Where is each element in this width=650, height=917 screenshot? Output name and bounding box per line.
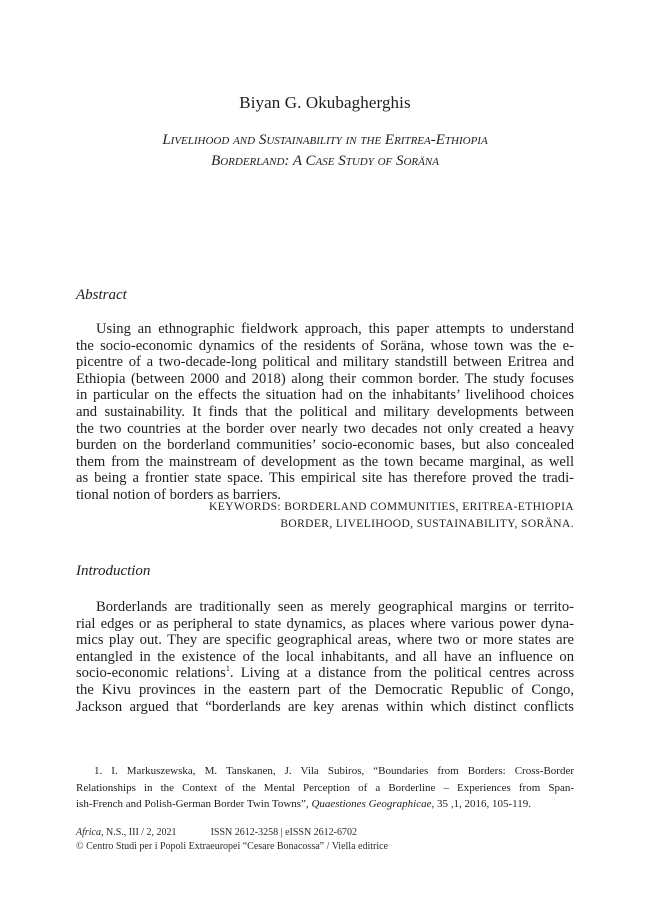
author-name: Biyan G. Okubagherghis bbox=[239, 93, 411, 112]
intro-line: rial edges or as peripheral to state dynamics, as places where various power dyna- bbox=[76, 615, 574, 632]
abstract-line: burden on the borderland communities’ socio-economic bases, but also concealed bbox=[76, 437, 574, 454]
abstract-body bbox=[76, 321, 574, 504]
intro-line bbox=[76, 665, 574, 682]
footnote-marker: 1 bbox=[225, 664, 230, 674]
abstract-line: Ethiopia (between 2000 and 2018) along their common border. The study focuses bbox=[76, 370, 574, 387]
intro-line: Jackson argued that “borderlands are key arenas within which distinct conflicts bbox=[76, 698, 574, 715]
title-line: Livelihood and Sustainability in the Eritrea-Ethiopia bbox=[162, 132, 488, 148]
introduction-heading: Introduction bbox=[76, 563, 151, 579]
footnote-journal: Quaestiones Geographicae bbox=[311, 798, 432, 810]
abstract-line: Using an ethnographic fieldwork approach, this paper attempts to understand bbox=[96, 321, 574, 337]
intro-line: Borderlands are traditionally seen as merely geographical margins or territo- bbox=[96, 599, 574, 615]
intro-line: mics play out. They are specific geographical areas, where two or more states are bbox=[76, 632, 574, 649]
keywords bbox=[209, 499, 574, 533]
keywords-line: BORDER, LIVELIHOOD, SUSTAINABILITY, SORÄNA. bbox=[280, 518, 574, 530]
footer-journal: Africa bbox=[76, 827, 101, 838]
intro-line: the Kivu provinces in the eastern part of the Democratic Republic of Congo, bbox=[76, 681, 574, 698]
footer-line bbox=[76, 826, 388, 840]
abstract-line: picentre of a two-decade-long political and military standstill between Eritrea and bbox=[76, 354, 574, 371]
abstract-line: the two countries at the border over nearly two decades not only created a heavy bbox=[76, 420, 574, 437]
footnote-line: Relationships in the Context of the Mental Perception of a Borderline – Experiences from Span- bbox=[76, 781, 574, 794]
keywords-line: KEYWORDS: BORDERLAND COMMUNITIES, ERITREA-ETHIOPIA bbox=[209, 501, 574, 513]
abstract-line: the socio-economic dynamics of the residents of Soräna, whose town was the e- bbox=[76, 337, 574, 354]
footnote-text: ish-French and Polish-German Border Twin Towns”, bbox=[76, 798, 312, 810]
page-footer bbox=[76, 826, 388, 854]
intro-line: entangled in the existence of the local inhabitants, and all have an influence on bbox=[76, 648, 574, 665]
footer-issue: , N.S., III / 2, 2021 bbox=[101, 827, 177, 838]
introduction-body bbox=[76, 599, 574, 715]
abstract-line: tional notion of borders as barriers. bbox=[76, 486, 282, 503]
footnote-line: 1. I. Markuszewska, M. Tanskanen, J. Vila Subiros, “Boundaries from Borders: Cross-Border bbox=[94, 765, 574, 777]
abstract-line: in particular on the effects the situation had on the inhabitants’ livelihood choices bbox=[76, 387, 574, 404]
footer-issn: ISSN 2612-3258 | eISSN 2612-6702 bbox=[210, 827, 358, 838]
abstract-line: as being a frontier state space. This empirical site has therefore proved the tradi- bbox=[76, 470, 574, 487]
footnote-text: , 35 ,1, 2016, 105-119. bbox=[431, 798, 532, 810]
title-line: Borderland: A Case Study of Soräna bbox=[211, 153, 439, 169]
footer-publisher: © Centro Studi per i Popoli Extraeuropei “Cesare Bonacossa” / Viella editrice bbox=[76, 841, 389, 852]
paper-title bbox=[0, 130, 650, 172]
intro-line-text: . Living at a distance from the political centres across bbox=[229, 665, 574, 682]
abstract-heading: Abstract bbox=[76, 287, 127, 303]
intro-line-text: socio-economic relations bbox=[76, 665, 226, 682]
footnote-line bbox=[76, 796, 574, 813]
footnote bbox=[76, 763, 574, 813]
abstract-line: and sustainability. It finds that the political and military developments between bbox=[76, 403, 574, 420]
abstract-line: them from the mainstream of development as the town became marginal, as well bbox=[76, 453, 574, 470]
